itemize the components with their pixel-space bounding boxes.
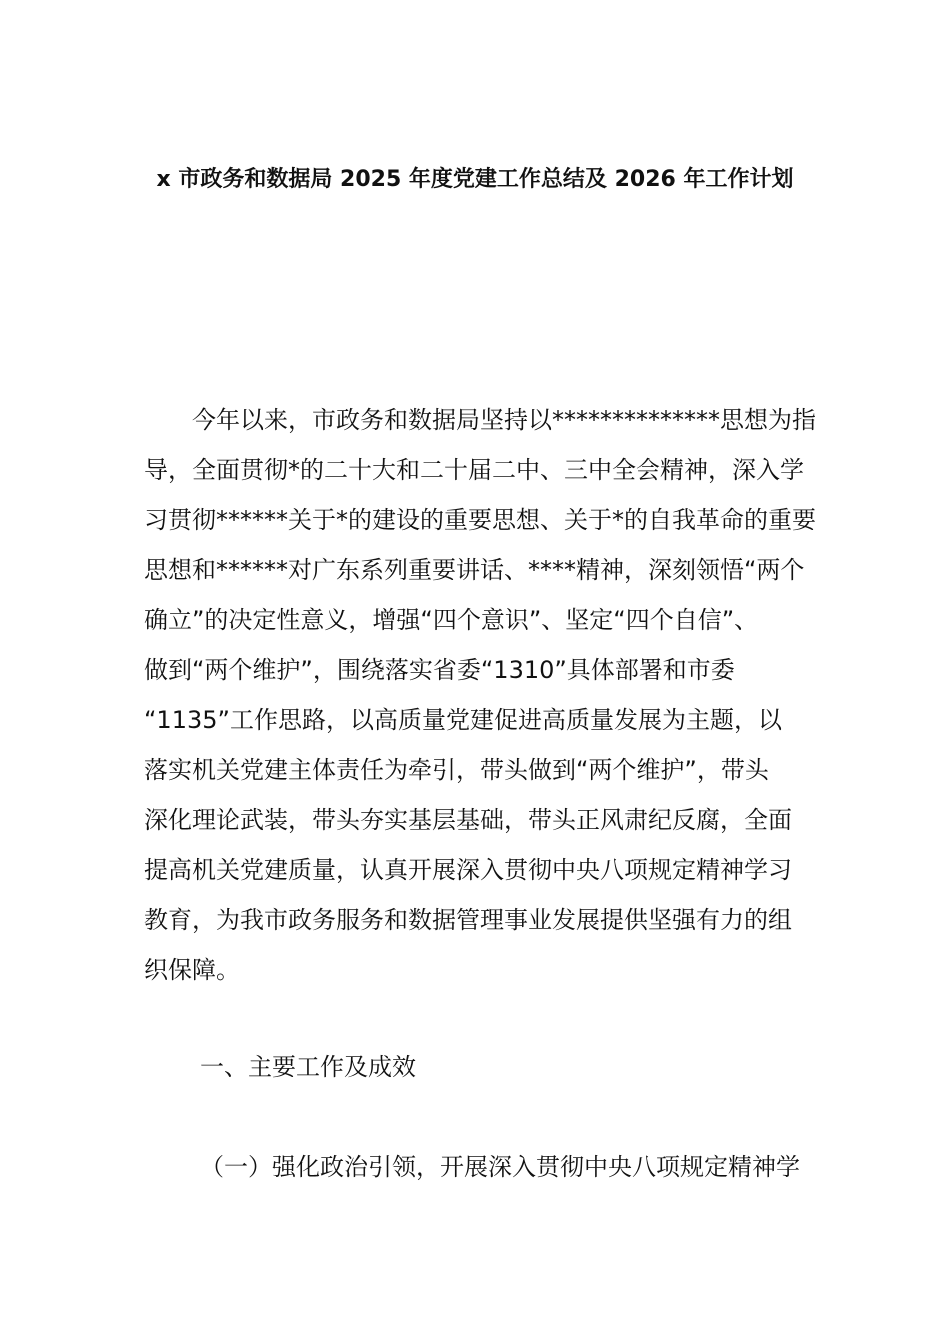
- intro-paragraph: [144, 395, 816, 995]
- paragraph-line: 教育，为我市政务服务和数据管理事业发展提供坚强有力的组: [144, 906, 792, 934]
- paragraph-line: 确立”的决定性意义，增强“四个意识”、坚定“四个自信”、: [144, 606, 759, 634]
- paragraph-line: 习贯彻******关于*的建设的重要思想、关于*的自我革命的重要: [144, 506, 816, 534]
- paragraph-line: 思想和******对广东系列重要讲话、****精神，深刻领悟“两个: [144, 556, 805, 584]
- section-heading: 一、主要工作及成效: [200, 1053, 416, 1081]
- paragraph-line: 提高机关党建质量，认真开展深入贯彻中央八项规定精神学习: [144, 856, 792, 884]
- paragraph-line: 做到“两个维护”，围绕落实省委“1310”具体部署和市委: [144, 656, 735, 684]
- subsection-heading: （一）强化政治引领，开展深入贯彻中央八项规定精神学: [200, 1153, 800, 1181]
- paragraph-line: 导，全面贯彻*的二十大和二十届二中、三中全会精神，深入学: [144, 456, 804, 484]
- paragraph-line: 今年以来，市政务和数据局坚持以**************思想为指: [144, 406, 816, 434]
- paragraph-line: 织保障。: [144, 956, 240, 984]
- paragraph-line: 落实机关党建主体责任为牵引，带头做到“两个维护”，带头: [144, 756, 769, 784]
- document-title: x 市政务和数据局 2025 年度党建工作总结及 2026 年工作计划: [156, 167, 794, 192]
- paragraph-line: 深化理论武装，带头夯实基层基础，带头正风肃纪反腐，全面: [144, 806, 792, 834]
- paragraph-line: “1135”工作思路，以高质量党建促进高质量发展为主题，以: [144, 706, 782, 734]
